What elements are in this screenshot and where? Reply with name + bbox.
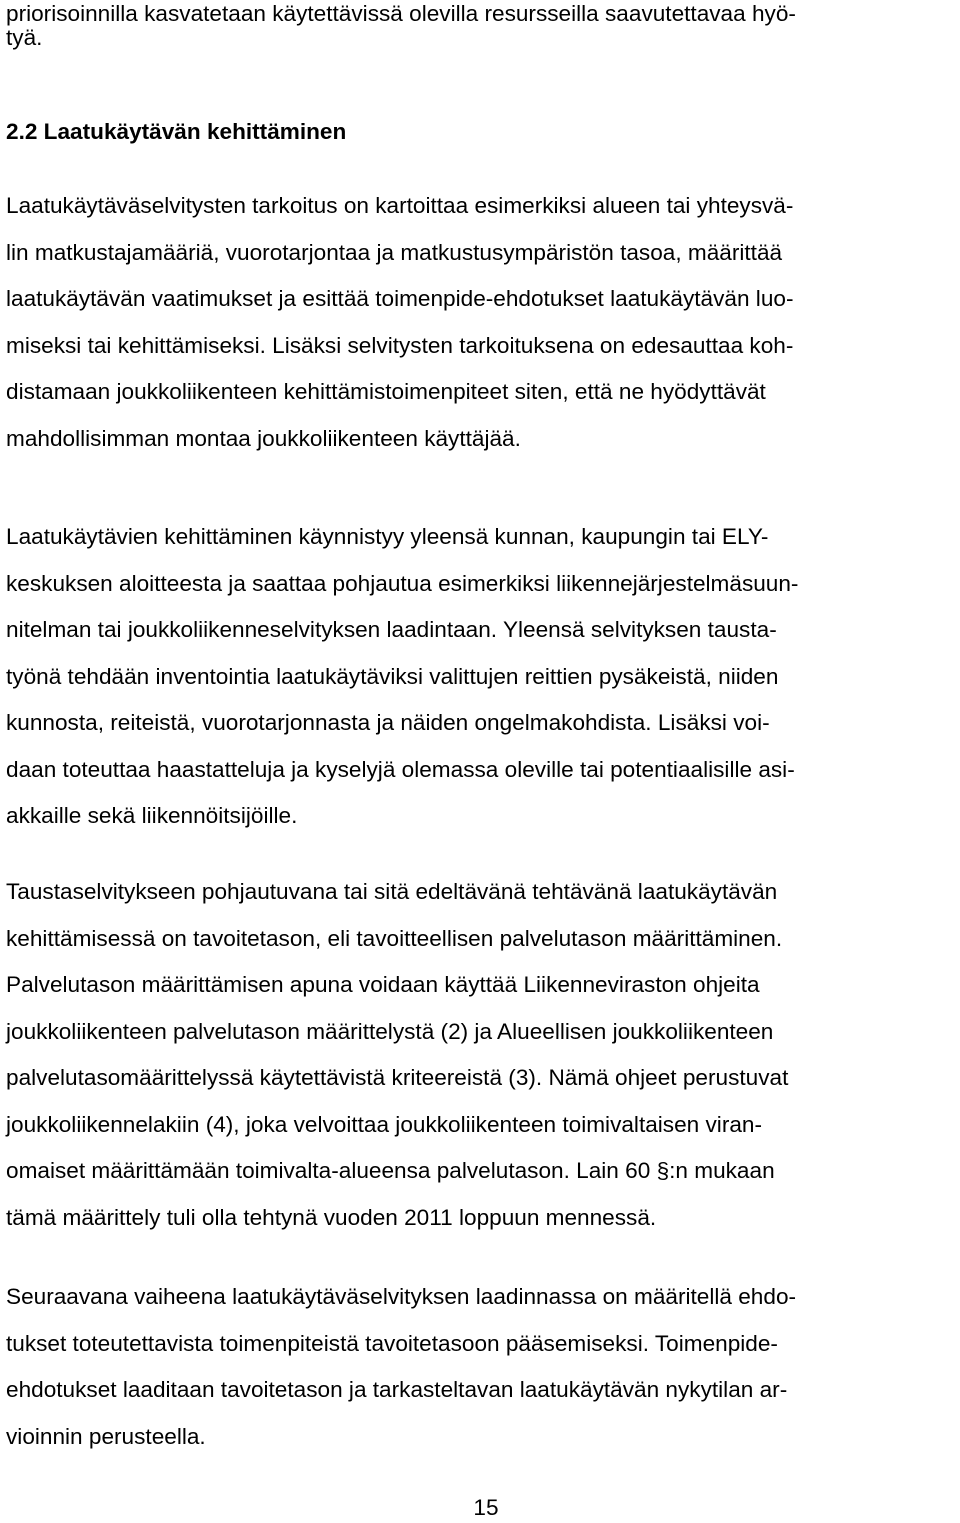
page-number: 15 xyxy=(473,1495,499,1520)
text-line: Laatukäytävien kehittäminen käynnistyy yleensä kunnan, kaupungin tai ELY- xyxy=(6,524,769,549)
text-line: tämä määrittely tuli olla tehtynä vuoden 2011 loppuun mennessä. xyxy=(6,1205,657,1230)
text-line: ehdotukset laaditaan tavoitetason ja tarkasteltavan laatukäytävän nykytilan ar- xyxy=(6,1377,788,1402)
text-line: daan toteuttaa haastatteluja ja kyselyjä olemassa oleville tai potentiaalisille asi- xyxy=(6,757,795,782)
text-line: tyä. xyxy=(6,25,43,50)
section-heading: 2.2 Laatukäytävän kehittäminen xyxy=(6,119,347,144)
text-line: Laatukäytäväselvitysten tarkoitus on kartoittaa esimerkiksi alueen tai yhteysvä- xyxy=(6,193,794,218)
text-line: akkaille sekä liikennöitsijöille. xyxy=(6,803,298,828)
text-line: nitelman tai joukkoliikenneselvityksen laadintaan. Yleensä selvityksen tausta- xyxy=(6,617,777,642)
text-line: mahdollisimman montaa joukkoliikenteen käyttäjää. xyxy=(6,426,521,451)
text-line: laatukäytävän vaatimukset ja esittää toimenpide-ehdotukset laatukäytävän luo- xyxy=(6,286,794,311)
text-line: keskuksen aloitteesta ja saattaa pohjautua esimerkiksi liikennejärjestelmäsuun- xyxy=(6,571,799,596)
text-line: Palvelutason määrittämisen apuna voidaan käyttää Liikenneviraston ohjeita xyxy=(6,972,760,997)
text-line: lin matkustajamääriä, vuorotarjontaa ja matkustusympäristön tasoa, määrittää xyxy=(6,240,783,265)
text-line: distamaan joukkoliikenteen kehittämistoimenpiteet siten, että ne hyödyttävät xyxy=(6,379,766,404)
text-line: työnä tehdään inventointia laatukäytäviksi valittujen reittien pysäkeistä, niiden xyxy=(6,664,779,689)
text-line: tukset toteutettavista toimenpiteistä tavoitetasoon pääsemiseksi. Toimenpide- xyxy=(6,1331,778,1356)
text-line: omaiset määrittämään toimivalta-alueensa palvelutason. Lain 60 §:n mukaan xyxy=(6,1158,775,1183)
text-line: Taustaselvitykseen pohjautuvana tai sitä edeltävänä tehtävänä laatukäytävän xyxy=(6,879,778,904)
text-line: vioinnin perusteella. xyxy=(6,1424,206,1449)
text-line: joukkoliikennelakiin (4), joka velvoittaa joukkoliikenteen toimivaltaisen viran- xyxy=(6,1112,763,1137)
text-line: priorisoinnilla kasvatetaan käytettävissä olevilla resursseilla saavutettavaa hyö- xyxy=(6,1,796,26)
text-line: kunnosta, reiteistä, vuorotarjonnasta ja näiden ongelmakohdista. Lisäksi voi- xyxy=(6,710,770,735)
text-line: miseksi tai kehittämiseksi. Lisäksi selvitysten tarkoituksena on edesauttaa koh- xyxy=(6,333,794,358)
text-line: Seuraavana vaiheena laatukäytäväselvityksen laadinnassa on määritellä ehdo- xyxy=(6,1284,797,1309)
text-line: palvelutasomäärittelyssä käytettävistä kriteereistä (3). Nämä ohjeet perustuvat xyxy=(6,1065,789,1090)
text-line: joukkoliikenteen palvelutason määrittelystä (2) ja Alueellisen joukkoliikenteen xyxy=(6,1019,774,1044)
text-line: kehittämisessä on tavoitetason, eli tavoitteellisen palvelutason määrittäminen. xyxy=(6,926,783,951)
